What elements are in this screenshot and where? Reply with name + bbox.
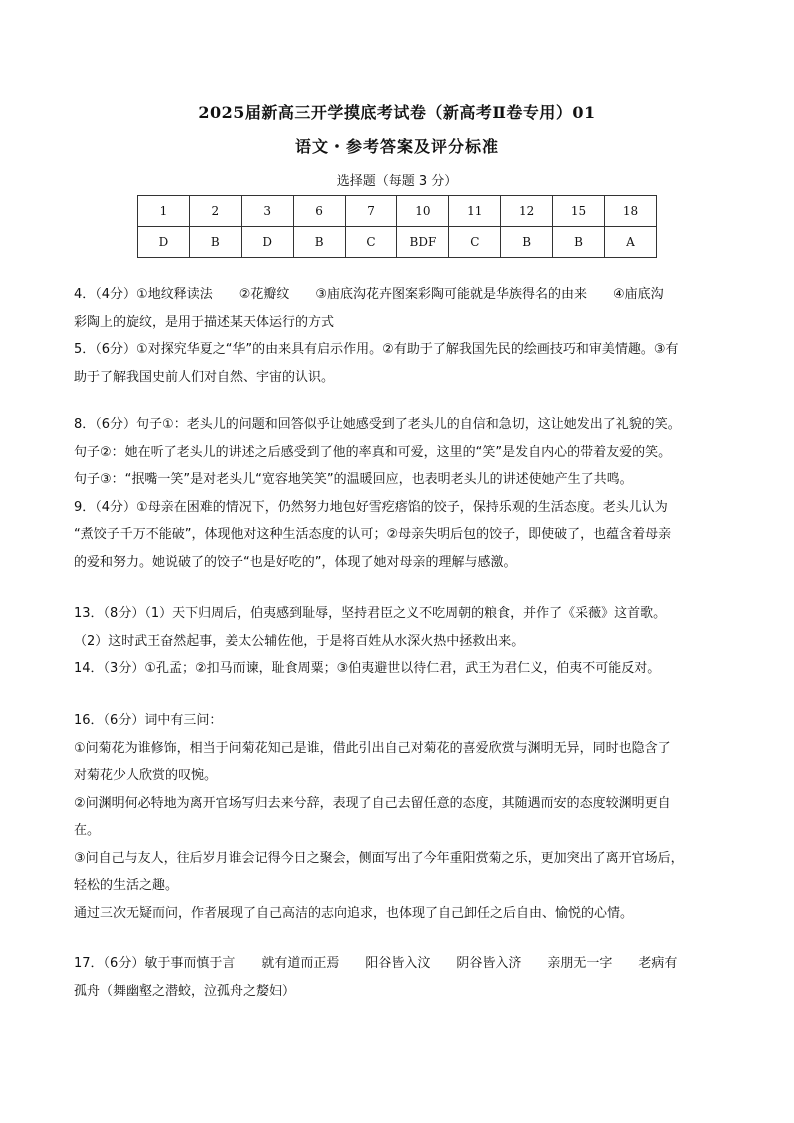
text-line: 轻松的生活之趣。 [74,878,179,893]
text-line: 13．（8分）（1）天下归周后，伯夷感到耻辱，坚持君臣之义不吃周朝的粮食，并作了《采薇》这首歌。 [74,606,667,621]
table-cell: A [605,227,657,258]
text-line: 16．（6分）词中有三问： [74,713,223,728]
table-cell: 15 [553,196,605,227]
text-line: （2）这时武王奋然起事，姜太公辅佐他，于是将百姓从水深火热中拯救出来。 [74,633,525,649]
answers-q16 [74,707,734,927]
text-line: 对菊花少人欣赏的叹惋。 [74,768,218,783]
answers-q4-q5 [74,281,734,391]
answer-row [138,227,657,258]
table-cell: C [449,227,501,258]
table-cell: 10 [397,196,449,227]
table-cell: D [241,227,293,258]
text-line: ③问自己与友人，往后岁月谁会记得今日之聚会，侧面写出了今年重阳赏菊之乐，更加突出了离开官场后， [74,850,684,866]
table-cell: B [553,227,605,258]
table-cell: D [138,227,190,258]
text-line: 8．（6分）句子①：老头儿的问题和回答似乎让她感受到了老头儿的自信和急切，这让她发出了礼貌的笑。 [74,417,681,432]
table-cell: C [345,227,397,258]
table-cell: 3 [241,196,293,227]
text-line: 彩陶上的旋纹，是用于描述某天体运行的方式 [74,314,335,330]
table-cell: 2 [189,196,241,227]
text-line: “煮饺子千万不能破”，体现他对这种生活态度的认可；②母亲失明后包的饺子，即使破了，也蕴含着母亲 [74,527,672,542]
text-line: 助于了解我国史前人们对自然、宇宙的认识。 [74,369,335,385]
table-cell: 11 [449,196,501,227]
text-line: 17．（6分）敏于事而慎于言 就有道而正焉 阳谷皆入汶 阴谷皆入济 亲朋无一字 老病有 [74,956,678,971]
table-cell: 18 [605,196,657,227]
answers-q13-q14 [74,600,734,683]
table-cell: 7 [345,196,397,227]
question-number-row [138,196,657,227]
table-cell: 12 [501,196,553,227]
text-line: 的爱和努力。她说破了的饺子“也是好吃的”，体现了她对母亲的理解与感激。 [74,554,517,570]
text-line: 通过三次无疑而问，作者展现了自己高洁的志向追求，也体现了自己卸任之后自由、愉悦的心情。 [74,905,634,921]
text-line: 9．（4分）①母亲在困难的情况下，仍然努力地包好雪疙瘩馅的饺子，保持乐观的生活态度。老头儿认为 [74,499,668,515]
table-cell: 6 [293,196,345,227]
section-heading: 选择题（每题 3 分） [336,174,458,189]
text-line: 4．（4分）①地纹释读法 ②花瓣纹 ③庙底沟花卉图案彩陶可能就是华族得名的由来 ④庙底沟 [74,287,664,302]
exam-title: 2025届新高三开学摸底考试卷（新高考Ⅱ卷专用）01 [198,103,596,122]
text-line: 在。 [74,823,101,838]
text-line: 句子③：“抿嘴一笑”是对老头儿“宽容地笑笑”的温暖回应，也表明老头儿的讲述使她产生了共鸣。 [74,472,633,487]
table-cell: 1 [138,196,190,227]
text-line: 14．（3分）①孔孟；②扣马而谏，耻食周粟；③伯夷避世以待仁君，武王为君仁义，伯夷不可能反对。 [74,661,661,676]
text-line: 孤舟（舞幽壑之潜蛟，泣孤舟之嫠妇） [74,983,296,999]
table-cell: B [189,227,241,258]
answers-q17 [74,950,734,1005]
table-cell: B [293,227,345,258]
answer-table [137,195,657,258]
answers-q8-q9 [74,411,734,576]
text-line: ①问菊花为谁修饰，相当于问菊花知己是谁，借此引出自己对菊花的喜爱欣赏与渊明无异，同时也隐含了 [74,740,671,756]
table-cell: B [501,227,553,258]
text-line: 5．（6分）①对探究华夏之“华”的由来具有启示作用。②有助于了解我国先民的绘画技巧和审美情趣。③有 [74,342,679,357]
text-line: 句子②：她在听了老头儿的讲述之后感受到了他的率真和可爱，这里的“笑”是发自内心的带着友爱的笑。 [74,444,672,460]
exam-subtitle: 语文・参考答案及评分标准 [294,137,499,156]
text-line: ②问渊明何必特地为离开官场写归去来兮辞，表现了自己去留任意的态度，其随遇而安的态度较渊明更自 [74,795,671,811]
table-cell: BDF [397,227,449,258]
